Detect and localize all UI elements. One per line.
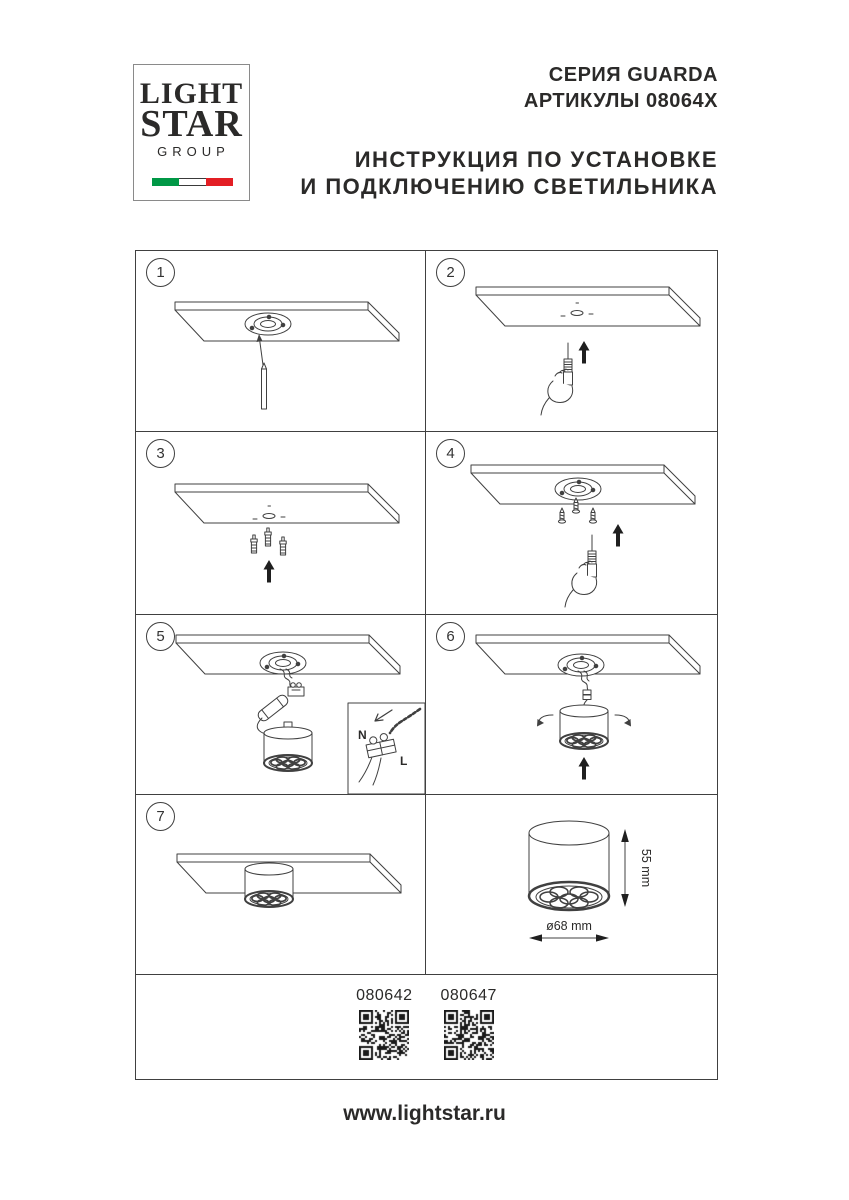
step-number-badge: 4 — [436, 439, 465, 468]
instruction-title-line2: И ПОДКЛЮЧЕНИЮ СВЕТИЛЬНИКА — [300, 174, 718, 199]
logo-text-star: STAR — [140, 103, 243, 145]
step-number-badge: 7 — [146, 802, 175, 831]
step-5-cell — [136, 615, 426, 795]
step-number-badge: 6 — [436, 622, 465, 651]
lamp-icon — [245, 863, 293, 907]
qr-code — [444, 1010, 494, 1060]
pencil-icon — [262, 363, 267, 409]
step-3-illustration — [136, 432, 425, 614]
wall-plug-icon — [251, 535, 257, 553]
diameter-dimension — [529, 919, 609, 942]
dimensions-illustration — [426, 795, 717, 974]
article-block — [356, 987, 412, 1060]
diameter-label: ø68 mm — [546, 919, 592, 933]
series-title: СЕРИЯ GUARDA — [548, 64, 718, 86]
step-4-cell — [426, 432, 717, 615]
line-label: L — [400, 754, 408, 768]
instruction-title-line1: ИНСТРУКЦИЯ ПО УСТАНОВКЕ — [354, 147, 718, 172]
lamp-icon — [264, 727, 312, 771]
screw-icon — [589, 508, 596, 523]
step-7-illustration — [136, 795, 425, 974]
connector-icon — [583, 690, 591, 700]
lamp-icon — [560, 705, 608, 749]
wall-plug-icon — [280, 537, 286, 555]
instruction-grid — [135, 250, 718, 1080]
up-arrow-icon — [579, 757, 590, 780]
article-block — [441, 987, 497, 1060]
height-dimension — [621, 829, 653, 907]
height-label: 55 mm — [639, 848, 653, 888]
step-5-illustration — [136, 615, 425, 794]
hand-with-tool-icon — [541, 343, 573, 415]
logo-text-group: GROUP — [157, 144, 230, 160]
article-code: 080642 — [356, 987, 413, 1004]
logo-text-light: LIGHT — [139, 77, 244, 110]
step-2-cell — [426, 251, 717, 432]
step-number-badge: 3 — [146, 439, 175, 468]
terminal-block-icon — [288, 683, 304, 696]
articles-row — [136, 975, 717, 1079]
step-number-badge: 2 — [436, 258, 465, 287]
step-4-illustration — [426, 432, 717, 614]
step-number-badge: 1 — [146, 258, 175, 287]
lightstar-logo — [133, 64, 250, 201]
wall-plug-icon — [265, 528, 271, 546]
wiring-inset — [348, 703, 425, 794]
articles-title: АРТИКУЛЫ 08064X — [523, 90, 718, 112]
neutral-label: N — [358, 728, 367, 742]
article-code: 080647 — [440, 987, 497, 1004]
step-6-illustration — [426, 615, 717, 794]
step-7-cell — [136, 795, 426, 975]
hand-with-screwdriver-icon — [565, 535, 597, 607]
header — [300, 62, 718, 200]
screw-icon — [558, 508, 565, 523]
up-arrow-icon — [264, 560, 275, 583]
step-1-cell — [136, 251, 426, 432]
up-arrow-icon — [613, 524, 624, 547]
step-6-cell — [426, 615, 717, 795]
step-3-cell — [136, 432, 426, 615]
up-arrow-icon — [579, 341, 590, 364]
footer-url: www.lightstar.ru — [343, 1102, 506, 1125]
step-number-badge: 5 — [146, 622, 175, 651]
step-1-illustration — [136, 251, 425, 431]
rotate-arrow-icon — [537, 715, 553, 727]
qr-code — [359, 1010, 409, 1060]
rotate-arrow-icon — [615, 715, 631, 727]
italian-flag-icon — [152, 178, 233, 186]
lamp-dimension-drawing — [529, 821, 609, 910]
dimensions-cell — [426, 795, 717, 975]
step-2-illustration — [426, 251, 717, 431]
